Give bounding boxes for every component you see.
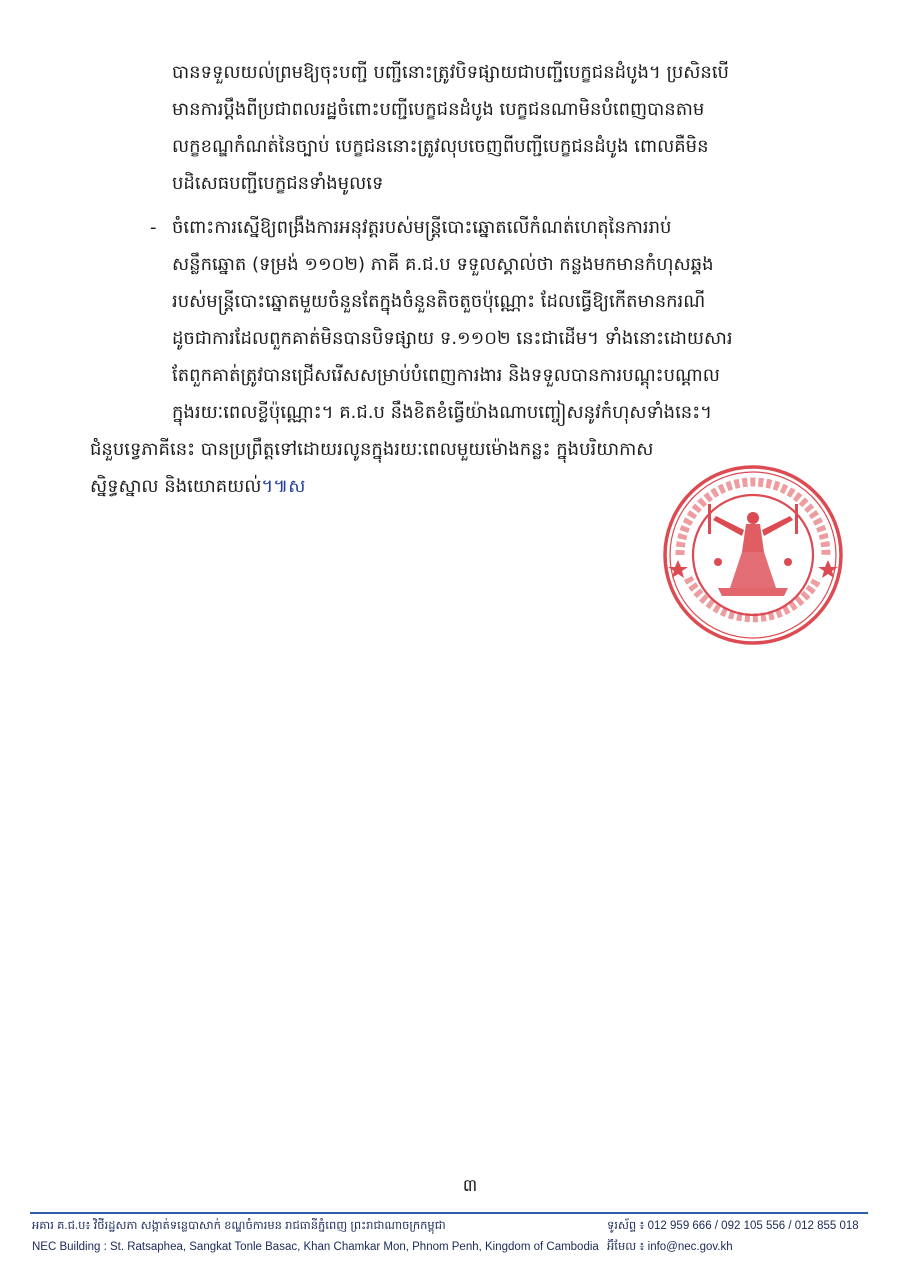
bullet-line: ក្នុងរយៈពេលខ្លីប៉ុណ្ណោះ។ គ.ជ.ប នឹងខិតខំធ្វើយ៉ាងណាបញ្ចៀសនូវកំហុសទាំងនេះ។ (172, 402, 712, 423)
official-seal-icon (658, 460, 848, 650)
bullet-line: ដូចជាការដែលពួកគាត់មិនបានបិទផ្សាយ ទ.១១០២ នេះជាដើម។ ទាំងនោះដោយសារ (172, 328, 733, 349)
footer-address-english: NEC Building : St. Ratsaphea, Sangkat Tonle Basac, Khan Chamkar Mon, Phnom Penh, Kingdom of Cambodia (32, 1241, 599, 1253)
paragraph-line: លក្ខខណ្ឌកំណត់នៃច្បាប់ បេក្ខជននោះត្រូវលុបចេញពីបញ្ជីបេក្ខជនដំបូង ពោលគឺមិន (172, 136, 709, 157)
footer-address-khmer: អគារ គ.ជ.ប៖ វិថីរដ្ឋសភា សង្កាត់ទន្លេបាសាក់ ខណ្ឌចំការមន រាជធានីភ្នំពេញ ព្រះរាជាណាចក្រកម្ពុជា (32, 1220, 446, 1232)
bullet-line: សន្លឹកឆ្នោត (ទម្រង់ ១១០២) ភាគី គ.ជ.ប ទទួលស្គាល់ថា កន្លងមកមានកំហុសឆ្គង (172, 254, 714, 275)
bullet-marker: - (150, 217, 157, 238)
page-number: ៣ (462, 1176, 478, 1196)
closing-text: ស្និទ្ធស្នាល និងយោគយល់ (90, 476, 262, 497)
footer-divider (30, 1212, 868, 1214)
closing-line: ជំនួបទ្វេភាគីនេះ បានប្រព្រឹត្តទៅដោយរលូនក្នុងរយៈពេលមួយម៉ោងកន្លះ ក្នុងបរិយាកាស (90, 439, 654, 460)
bullet-line: តែពួកគាត់ត្រូវបានជ្រើសរើសសម្រាប់បំពេញការងារ និងទទួលបានការបណ្ដុះបណ្ដាល (172, 365, 720, 386)
paragraph-line: បដិសេធបញ្ជីបេក្ខជនទាំងមូលទេ (172, 173, 384, 194)
bullet-line: ចំពោះការស្នើឱ្យពង្រឹងការអនុវត្តរបស់មន្ត្រីបោះឆ្នោតលើកំណត់ហេតុនៃការរាប់ (172, 217, 672, 238)
footer-email[interactable]: អ៊ីមែល ៖ info@nec.gov.kh (607, 1241, 733, 1253)
end-mark: ។៕ស (261, 476, 306, 497)
paragraph-line: បានទទួលយល់ព្រមឱ្យចុះបញ្ជី បញ្ជីនោះត្រូវបិទផ្សាយជាបញ្ជីបេក្ខជនដំបូង។ ប្រសិនបើ (172, 62, 729, 83)
bullet-line: របស់មន្ត្រីបោះឆ្នោតមួយចំនួនតែក្នុងចំនួនតិចតួចប៉ុណ្ណោះ ដែលធ្វើឱ្យកើតមានករណី (172, 291, 706, 312)
footer-phone: ទូរស័ព្ទ ៖ 012 959 666 / 092 105 556 / 012 855 018 (607, 1220, 859, 1232)
paragraph-line: មានការប្ដឹងពីប្រជាពលរដ្ឋចំពោះបញ្ជីបេក្ខជនដំបូង បេក្ខជនណាមិនបំពេញបានតាម (172, 99, 705, 120)
